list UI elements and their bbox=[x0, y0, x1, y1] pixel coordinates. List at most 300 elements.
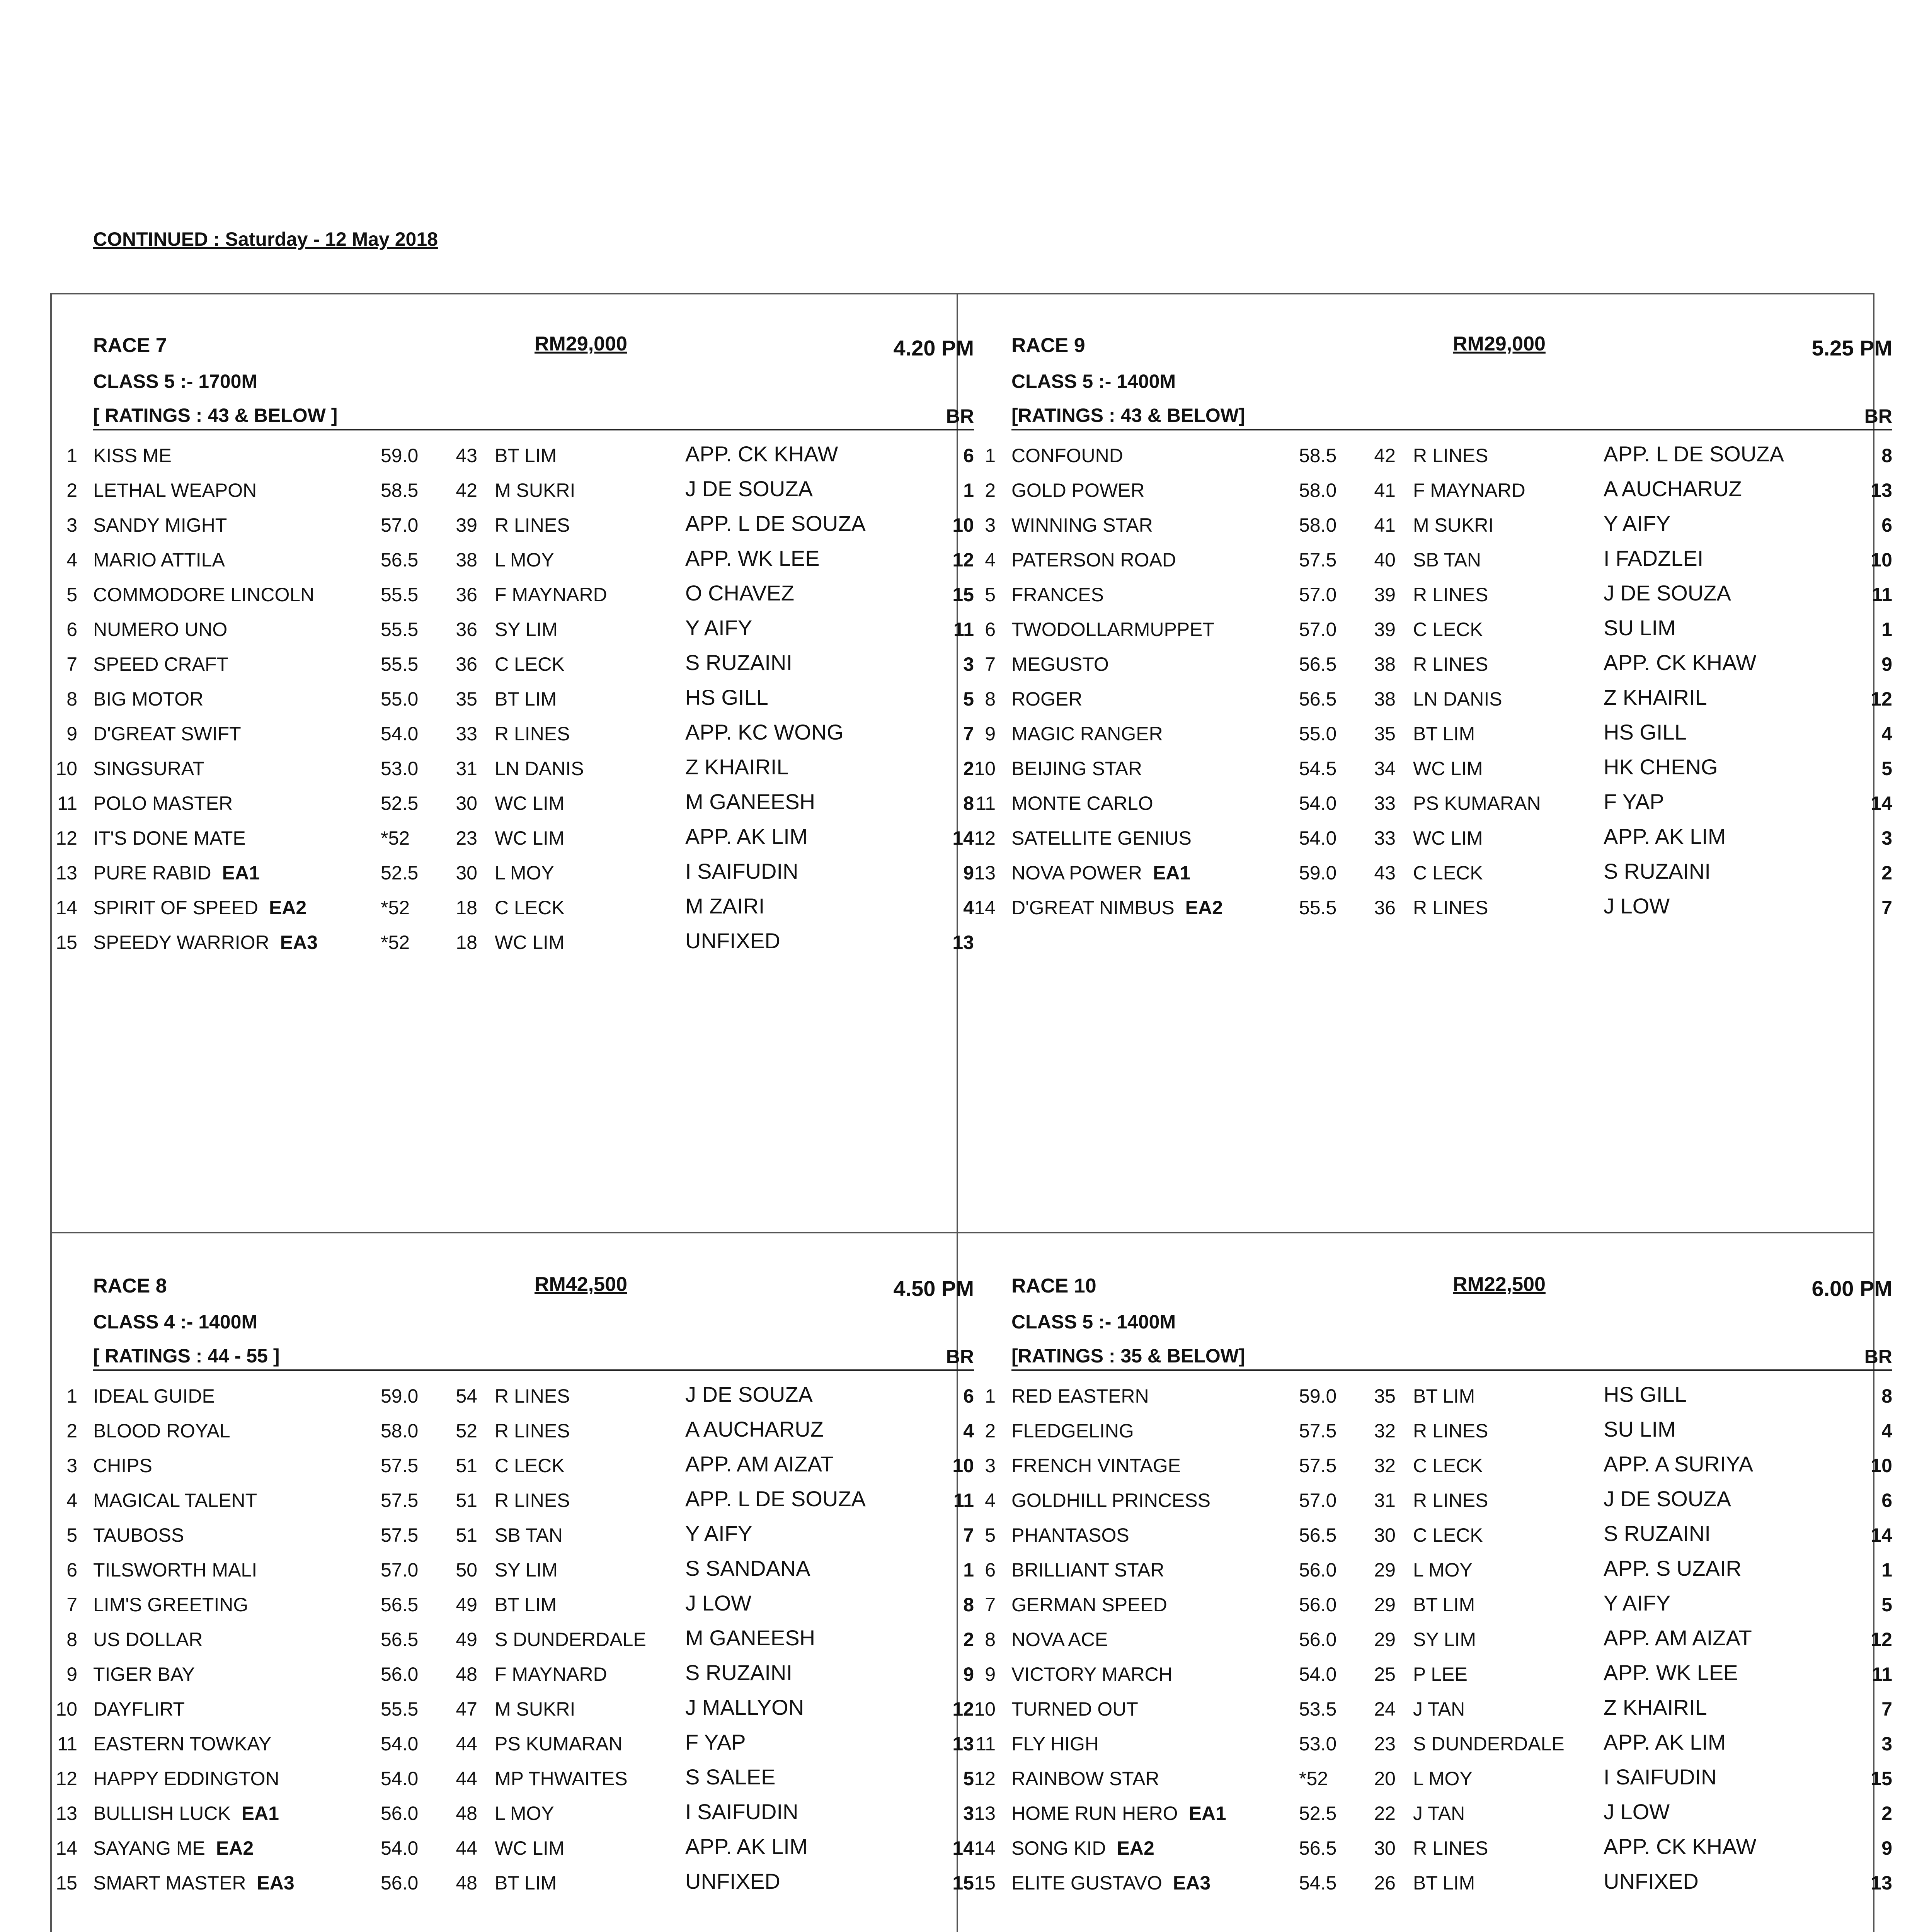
trainer: C LECK bbox=[495, 653, 565, 675]
jockey: APP. L DE SOUZA bbox=[685, 511, 866, 536]
horse-name bbox=[1011, 1454, 1181, 1477]
barrier: 8 bbox=[963, 793, 974, 814]
jockey: Y AIFY bbox=[1604, 1591, 1671, 1615]
horse-name-text: MAGIC RANGER bbox=[1011, 723, 1163, 745]
horse-name-text: TURNED OUT bbox=[1011, 1698, 1138, 1720]
entry-number: 9 bbox=[985, 723, 996, 745]
race-panel bbox=[50, 1233, 974, 1932]
horse-name bbox=[1011, 862, 1190, 884]
handicap-weight: 57.0 bbox=[1299, 619, 1337, 640]
rating: 31 bbox=[1374, 1490, 1396, 1511]
entry-number: 14 bbox=[56, 897, 77, 918]
rating: 44 bbox=[456, 1768, 477, 1789]
trainer: PS KUMARAN bbox=[495, 1733, 623, 1755]
handicap-weight: 54.0 bbox=[1299, 793, 1337, 814]
horse-name-text: FRENCH VINTAGE bbox=[1011, 1455, 1181, 1476]
horse-name-text: BULLISH LUCK bbox=[93, 1803, 231, 1824]
handicap-weight: 57.5 bbox=[381, 1490, 419, 1511]
barrier: 8 bbox=[1881, 1385, 1892, 1407]
trainer: S DUNDERDALE bbox=[495, 1629, 646, 1650]
barrier: 15 bbox=[952, 1872, 974, 1894]
barrier: 5 bbox=[963, 688, 974, 710]
barrier: 3 bbox=[963, 653, 974, 675]
horse-name bbox=[93, 1594, 248, 1616]
rating: 31 bbox=[456, 758, 477, 779]
race-ratings: [ RATINGS : 43 & BELOW ] bbox=[93, 405, 338, 426]
horse-name bbox=[1011, 444, 1123, 467]
rating: 43 bbox=[456, 445, 477, 466]
entry-number: 14 bbox=[56, 1837, 77, 1859]
trainer: R LINES bbox=[1413, 653, 1488, 675]
entry-row bbox=[50, 1869, 974, 1899]
horse-name-text: GOLD POWER bbox=[1011, 480, 1145, 501]
race-purse: RM42,500 bbox=[535, 1273, 627, 1296]
horse-name bbox=[93, 1837, 254, 1859]
entry-row bbox=[50, 1454, 974, 1481]
barrier: 12 bbox=[952, 549, 974, 571]
horse-name-text: BRILLIANT STAR bbox=[1011, 1559, 1165, 1581]
handicap-weight: 54.0 bbox=[381, 723, 419, 745]
trainer: SY LIM bbox=[1413, 1629, 1476, 1650]
handicap-weight: 54.5 bbox=[1299, 758, 1337, 779]
horse-name bbox=[1011, 1385, 1149, 1407]
horse-name bbox=[93, 1767, 279, 1790]
horse-name-text: KISS ME bbox=[93, 445, 172, 466]
entry-row bbox=[50, 720, 974, 750]
trainer: L MOY bbox=[495, 862, 554, 884]
entry-row bbox=[969, 650, 1892, 680]
jockey: APP. WK LEE bbox=[685, 546, 820, 570]
trainer: S DUNDERDALE bbox=[1413, 1733, 1565, 1755]
rating: 30 bbox=[1374, 1837, 1396, 1859]
horse-name-text: SMART MASTER bbox=[93, 1872, 246, 1894]
jockey: J MALLYON bbox=[685, 1695, 804, 1719]
horse-name bbox=[93, 1872, 295, 1894]
barrier: 1 bbox=[1881, 619, 1892, 640]
entry-row bbox=[50, 896, 974, 923]
horse-name-text: FRANCES bbox=[1011, 584, 1104, 605]
horse-name bbox=[1011, 757, 1142, 780]
horse-name-text: D'GREAT SWIFT bbox=[93, 723, 241, 745]
race-purse: RM29,000 bbox=[1453, 333, 1546, 355]
handicap-weight: 55.5 bbox=[1299, 897, 1337, 918]
barrier: 3 bbox=[1881, 1733, 1892, 1755]
race-time: 4.20 PM bbox=[893, 336, 974, 360]
horse-name-text: MEGUSTO bbox=[1011, 653, 1109, 675]
horse-name-text: D'GREAT NIMBUS bbox=[1011, 897, 1175, 918]
trainer: LN DANIS bbox=[495, 758, 584, 779]
horse-name-text: FLEDGELING bbox=[1011, 1420, 1134, 1442]
trainer: F MAYNARD bbox=[1413, 480, 1525, 501]
handicap-weight: *52 bbox=[1299, 1768, 1328, 1789]
race-purse: RM29,000 bbox=[535, 333, 627, 355]
race-ratings: [RATINGS : 35 & BELOW] bbox=[1011, 1345, 1245, 1367]
rating: 33 bbox=[1374, 827, 1396, 849]
rating: 38 bbox=[1374, 653, 1396, 675]
rating: 36 bbox=[1374, 897, 1396, 918]
horse-name bbox=[93, 1698, 185, 1720]
horse-name-text: FLY HIGH bbox=[1011, 1733, 1099, 1755]
rating: 41 bbox=[1374, 514, 1396, 536]
trainer: R LINES bbox=[1413, 897, 1488, 918]
jockey: UNFIXED bbox=[685, 929, 780, 953]
rating: 51 bbox=[456, 1524, 477, 1546]
entry-number: 15 bbox=[974, 1872, 996, 1894]
rating: 52 bbox=[456, 1420, 477, 1442]
jockey: APP. CK KHAW bbox=[1604, 650, 1757, 675]
horse-name bbox=[1011, 1733, 1099, 1755]
entry-number: 7 bbox=[66, 653, 77, 675]
jockey: APP. AK LIM bbox=[1604, 824, 1726, 849]
race-time: 5.25 PM bbox=[1811, 336, 1892, 360]
rating: 30 bbox=[1374, 1524, 1396, 1546]
jockey: Z KHAIRIL bbox=[685, 755, 789, 779]
emergency-acceptor-tag: EA1 bbox=[1188, 1803, 1226, 1824]
horse-name-text: TWODOLLARMUPPET bbox=[1011, 619, 1215, 640]
race-purse: RM22,500 bbox=[1453, 1273, 1546, 1296]
trainer: J TAN bbox=[1413, 1698, 1465, 1720]
handicap-weight: 56.5 bbox=[1299, 688, 1337, 710]
entry-row bbox=[50, 824, 974, 854]
handicap-weight: 53.0 bbox=[1299, 1733, 1337, 1755]
horse-name-text: LIM'S GREETING bbox=[93, 1594, 249, 1616]
entry-number: 9 bbox=[66, 723, 77, 745]
jockey: APP. A SURIYA bbox=[1604, 1452, 1754, 1476]
barrier: 8 bbox=[963, 1594, 974, 1616]
handicap-weight: 56.0 bbox=[1299, 1559, 1337, 1581]
horse-name bbox=[1011, 688, 1082, 710]
trainer: R LINES bbox=[1413, 445, 1488, 466]
jockey: J DE SOUZA bbox=[1604, 1486, 1731, 1511]
entry-row bbox=[50, 1730, 974, 1760]
jockey: HS GILL bbox=[1604, 1382, 1687, 1406]
entry-row bbox=[50, 618, 974, 645]
horse-name bbox=[1011, 1837, 1154, 1859]
barrier: 1 bbox=[963, 480, 974, 501]
trainer: M SUKRI bbox=[495, 1698, 575, 1720]
entry-number: 12 bbox=[974, 1768, 996, 1789]
horse-name-text: TIGER BAY bbox=[93, 1663, 195, 1685]
trainer: SB TAN bbox=[1413, 549, 1481, 571]
jockey: J DE SOUZA bbox=[685, 1382, 813, 1406]
entry-row bbox=[50, 546, 974, 576]
jockey: APP. L DE SOUZA bbox=[685, 1486, 866, 1511]
entry-row bbox=[50, 931, 974, 958]
horse-name bbox=[1011, 1559, 1164, 1581]
trainer: P LEE bbox=[1413, 1663, 1468, 1685]
jockey: O CHAVEZ bbox=[685, 581, 795, 605]
race-panel bbox=[969, 293, 1892, 1205]
barrier: 13 bbox=[952, 932, 974, 953]
rating: 48 bbox=[456, 1663, 477, 1685]
horse-name bbox=[93, 862, 260, 884]
trainer: R LINES bbox=[495, 1490, 570, 1511]
handicap-weight: 57.5 bbox=[1299, 1420, 1337, 1442]
horse-name-text: RAINBOW STAR bbox=[1011, 1768, 1159, 1789]
rating: 43 bbox=[1374, 862, 1396, 884]
rating: 49 bbox=[456, 1629, 477, 1650]
race-class: CLASS 5 :- 1400M bbox=[1011, 371, 1176, 392]
jockey: HS GILL bbox=[1604, 720, 1687, 744]
handicap-weight: 59.0 bbox=[381, 445, 419, 466]
rating: 18 bbox=[456, 932, 477, 953]
horse-name bbox=[1011, 653, 1109, 675]
race-ratings: [ RATINGS : 44 - 55 ] bbox=[93, 1345, 280, 1367]
handicap-weight: *52 bbox=[381, 897, 410, 918]
barrier: 2 bbox=[963, 1629, 974, 1650]
horse-name-text: ELITE GUSTAVO bbox=[1011, 1872, 1162, 1894]
entry-row bbox=[969, 1591, 1892, 1621]
trainer: C LECK bbox=[1413, 1524, 1483, 1546]
handicap-weight: *52 bbox=[381, 827, 410, 849]
barrier: 2 bbox=[1881, 1803, 1892, 1824]
entry-number: 2 bbox=[985, 480, 996, 501]
handicap-weight: 56.0 bbox=[381, 1663, 419, 1685]
handicap-weight: 58.0 bbox=[1299, 514, 1337, 536]
entry-row bbox=[969, 789, 1892, 819]
horse-name-text: CONFOUND bbox=[1011, 445, 1123, 466]
horse-name-text: NUMERO UNO bbox=[93, 619, 228, 640]
trainer: C LECK bbox=[495, 897, 565, 918]
handicap-weight: 57.5 bbox=[1299, 1455, 1337, 1476]
entry-number: 8 bbox=[985, 1629, 996, 1650]
handicap-weight: 59.0 bbox=[381, 1385, 419, 1407]
entry-row bbox=[969, 546, 1892, 576]
horse-name bbox=[93, 1454, 152, 1477]
trainer: R LINES bbox=[495, 514, 570, 536]
horse-name bbox=[1011, 514, 1153, 536]
horse-name-text: NOVA POWER bbox=[1011, 862, 1142, 884]
horse-name bbox=[1011, 723, 1163, 745]
jockey: HK CHENG bbox=[1604, 755, 1718, 779]
trainer: F MAYNARD bbox=[495, 1663, 607, 1685]
entry-row bbox=[969, 685, 1892, 715]
jockey: F YAP bbox=[1604, 789, 1664, 814]
jockey: Z KHAIRIL bbox=[1604, 685, 1707, 709]
rating: 33 bbox=[1374, 793, 1396, 814]
race-number: RACE 9 bbox=[1011, 334, 1085, 357]
barrier: 12 bbox=[1871, 688, 1892, 710]
rating: 38 bbox=[456, 549, 477, 571]
handicap-weight: 52.5 bbox=[381, 793, 419, 814]
entry-row bbox=[50, 1521, 974, 1551]
entry-row bbox=[50, 583, 974, 611]
entry-row bbox=[50, 1486, 974, 1516]
header-rule bbox=[93, 1369, 974, 1371]
horse-name-text: SANDY MIGHT bbox=[93, 514, 227, 536]
trainer: L MOY bbox=[495, 549, 554, 571]
barrier: 9 bbox=[1881, 653, 1892, 675]
emergency-acceptor-tag: EA3 bbox=[280, 932, 318, 953]
handicap-weight: 58.5 bbox=[1299, 445, 1337, 466]
entry-number: 5 bbox=[985, 1524, 996, 1546]
barrier: 14 bbox=[952, 1837, 974, 1859]
handicap-weight: 54.0 bbox=[1299, 1663, 1337, 1685]
barrier: 11 bbox=[953, 619, 974, 640]
barrier-header: BR bbox=[946, 405, 974, 427]
barrier: 14 bbox=[1871, 1524, 1892, 1546]
barrier: 5 bbox=[1881, 758, 1892, 779]
rating: 44 bbox=[456, 1837, 477, 1859]
jockey: M GANEESH bbox=[685, 1626, 815, 1650]
trainer: LN DANIS bbox=[1413, 688, 1502, 710]
continued-header: CONTINUED : Saturday - 12 May 2018 bbox=[93, 228, 438, 250]
horse-name bbox=[1011, 1663, 1173, 1685]
rating: 26 bbox=[1374, 1872, 1396, 1894]
horse-name bbox=[1011, 1872, 1210, 1894]
barrier: 10 bbox=[1871, 549, 1892, 571]
jockey: A AUCHARUZ bbox=[1604, 476, 1742, 501]
horse-name bbox=[93, 444, 172, 467]
rating: 18 bbox=[456, 897, 477, 918]
horse-name-text: SAYANG ME bbox=[93, 1837, 205, 1859]
trainer: BT LIM bbox=[1413, 1594, 1475, 1616]
jockey: S RUZAINI bbox=[685, 650, 792, 675]
jockey: APP. AM AIZAT bbox=[1604, 1626, 1752, 1650]
barrier: 4 bbox=[963, 897, 974, 918]
rating: 42 bbox=[1374, 445, 1396, 466]
barrier-header: BR bbox=[1864, 1346, 1892, 1367]
rating: 30 bbox=[456, 862, 477, 884]
jockey: J LOW bbox=[1604, 1799, 1670, 1824]
rating: 39 bbox=[1374, 619, 1396, 640]
entry-number: 3 bbox=[66, 514, 77, 536]
horse-name-text: POLO MASTER bbox=[93, 793, 233, 814]
jockey: Z KHAIRIL bbox=[1604, 1695, 1707, 1719]
horse-name-text: BIG MOTOR bbox=[93, 688, 204, 710]
entry-number: 7 bbox=[985, 1594, 996, 1616]
barrier: 14 bbox=[1871, 793, 1892, 814]
entry-row bbox=[969, 583, 1892, 611]
trainer: M SUKRI bbox=[495, 480, 575, 501]
handicap-weight: 56.5 bbox=[1299, 1524, 1337, 1546]
trainer: WC LIM bbox=[1413, 827, 1483, 849]
race-number: RACE 7 bbox=[93, 334, 167, 357]
emergency-acceptor-tag: EA1 bbox=[222, 862, 260, 884]
entry-number: 11 bbox=[976, 793, 996, 814]
entry-number: 11 bbox=[57, 793, 77, 814]
horse-name-text: PATERSON ROAD bbox=[1011, 549, 1176, 571]
handicap-weight: 53.5 bbox=[1299, 1698, 1337, 1720]
horse-name bbox=[93, 688, 203, 710]
barrier: 1 bbox=[1881, 1559, 1892, 1581]
entry-number: 4 bbox=[985, 549, 996, 571]
horse-name bbox=[93, 1385, 215, 1407]
handicap-weight: 58.0 bbox=[1299, 480, 1337, 501]
race-class: CLASS 5 :- 1400M bbox=[1011, 1311, 1176, 1333]
entry-row bbox=[50, 1628, 974, 1655]
entry-row bbox=[50, 1660, 974, 1690]
entry-row bbox=[969, 720, 1892, 750]
handicap-weight: 57.5 bbox=[1299, 549, 1337, 571]
jockey: APP. CK KHAW bbox=[1604, 1834, 1757, 1859]
barrier: 11 bbox=[1872, 584, 1892, 605]
emergency-acceptor-tag: EA2 bbox=[1185, 897, 1223, 918]
trainer: R LINES bbox=[495, 1385, 570, 1407]
rating: 51 bbox=[456, 1455, 477, 1476]
entry-number: 8 bbox=[66, 688, 77, 710]
barrier: 6 bbox=[963, 1385, 974, 1407]
jockey: APP. AM AIZAT bbox=[685, 1452, 834, 1476]
jockey: UNFIXED bbox=[685, 1869, 780, 1893]
handicap-weight: 56.5 bbox=[1299, 1837, 1337, 1859]
horse-name-text: ROGER bbox=[1011, 688, 1083, 710]
horse-name-text: SONG KID bbox=[1011, 1837, 1106, 1859]
handicap-weight: 55.5 bbox=[381, 653, 419, 675]
horse-name-text: SPEEDY WARRIOR bbox=[93, 932, 269, 953]
handicap-weight: 56.0 bbox=[381, 1803, 419, 1824]
barrier: 10 bbox=[952, 514, 974, 536]
trainer: R LINES bbox=[495, 723, 570, 745]
horse-name bbox=[1011, 1698, 1138, 1720]
jockey: J DE SOUZA bbox=[1604, 581, 1731, 605]
horse-name-text: NOVA ACE bbox=[1011, 1629, 1108, 1650]
race-time: 4.50 PM bbox=[893, 1276, 974, 1301]
race-panel bbox=[50, 293, 974, 1205]
rating: 20 bbox=[1374, 1768, 1396, 1789]
rating: 23 bbox=[1374, 1733, 1396, 1755]
entry-number: 12 bbox=[56, 827, 77, 849]
entry-row bbox=[969, 1695, 1892, 1725]
horse-name-text: SPIRIT OF SPEED bbox=[93, 897, 258, 918]
horse-name-text: COMMODORE LINCOLN bbox=[93, 584, 315, 605]
trainer: WC LIM bbox=[1413, 758, 1483, 779]
jockey: HS GILL bbox=[685, 685, 768, 709]
barrier: 10 bbox=[952, 1455, 974, 1476]
horse-name bbox=[1011, 583, 1104, 606]
jockey: F YAP bbox=[685, 1730, 746, 1754]
handicap-weight: 54.0 bbox=[381, 1837, 419, 1859]
barrier: 12 bbox=[952, 1698, 974, 1720]
entry-row bbox=[50, 685, 974, 715]
barrier: 11 bbox=[953, 1490, 974, 1511]
handicap-weight: 56.5 bbox=[381, 549, 419, 571]
trainer: L MOY bbox=[495, 1803, 554, 1824]
barrier: 4 bbox=[963, 1420, 974, 1442]
entry-number: 6 bbox=[985, 619, 996, 640]
trainer: L MOY bbox=[1413, 1559, 1473, 1581]
rating: 32 bbox=[1374, 1455, 1396, 1476]
entry-row bbox=[50, 1834, 974, 1864]
handicap-weight: 55.0 bbox=[381, 688, 419, 710]
handicap-weight: 55.5 bbox=[381, 584, 419, 605]
entry-number: 4 bbox=[66, 549, 77, 571]
barrier: 9 bbox=[963, 862, 974, 884]
jockey: J LOW bbox=[685, 1591, 752, 1615]
entry-number: 13 bbox=[974, 862, 996, 884]
entry-row bbox=[969, 1417, 1892, 1447]
entry-number: 6 bbox=[66, 619, 77, 640]
entry-row bbox=[50, 757, 974, 784]
header-rule bbox=[1011, 1369, 1892, 1371]
entry-row bbox=[969, 1556, 1892, 1586]
horse-name bbox=[93, 1628, 203, 1651]
barrier-header: BR bbox=[1864, 405, 1892, 427]
horse-name bbox=[1011, 1802, 1226, 1825]
jockey: APP. AK LIM bbox=[685, 824, 808, 849]
barrier: 6 bbox=[963, 445, 974, 466]
jockey: S RUZAINI bbox=[685, 1660, 792, 1685]
entry-row bbox=[50, 1799, 974, 1829]
horse-name bbox=[93, 757, 204, 780]
jockey: A AUCHARUZ bbox=[685, 1417, 824, 1441]
barrier: 9 bbox=[963, 1663, 974, 1685]
entry-number: 10 bbox=[974, 1698, 996, 1720]
race-time: 6.00 PM bbox=[1811, 1276, 1892, 1301]
trainer: MP THWAITES bbox=[495, 1768, 628, 1789]
trainer: WC LIM bbox=[495, 793, 565, 814]
handicap-weight: 59.0 bbox=[1299, 1385, 1337, 1407]
